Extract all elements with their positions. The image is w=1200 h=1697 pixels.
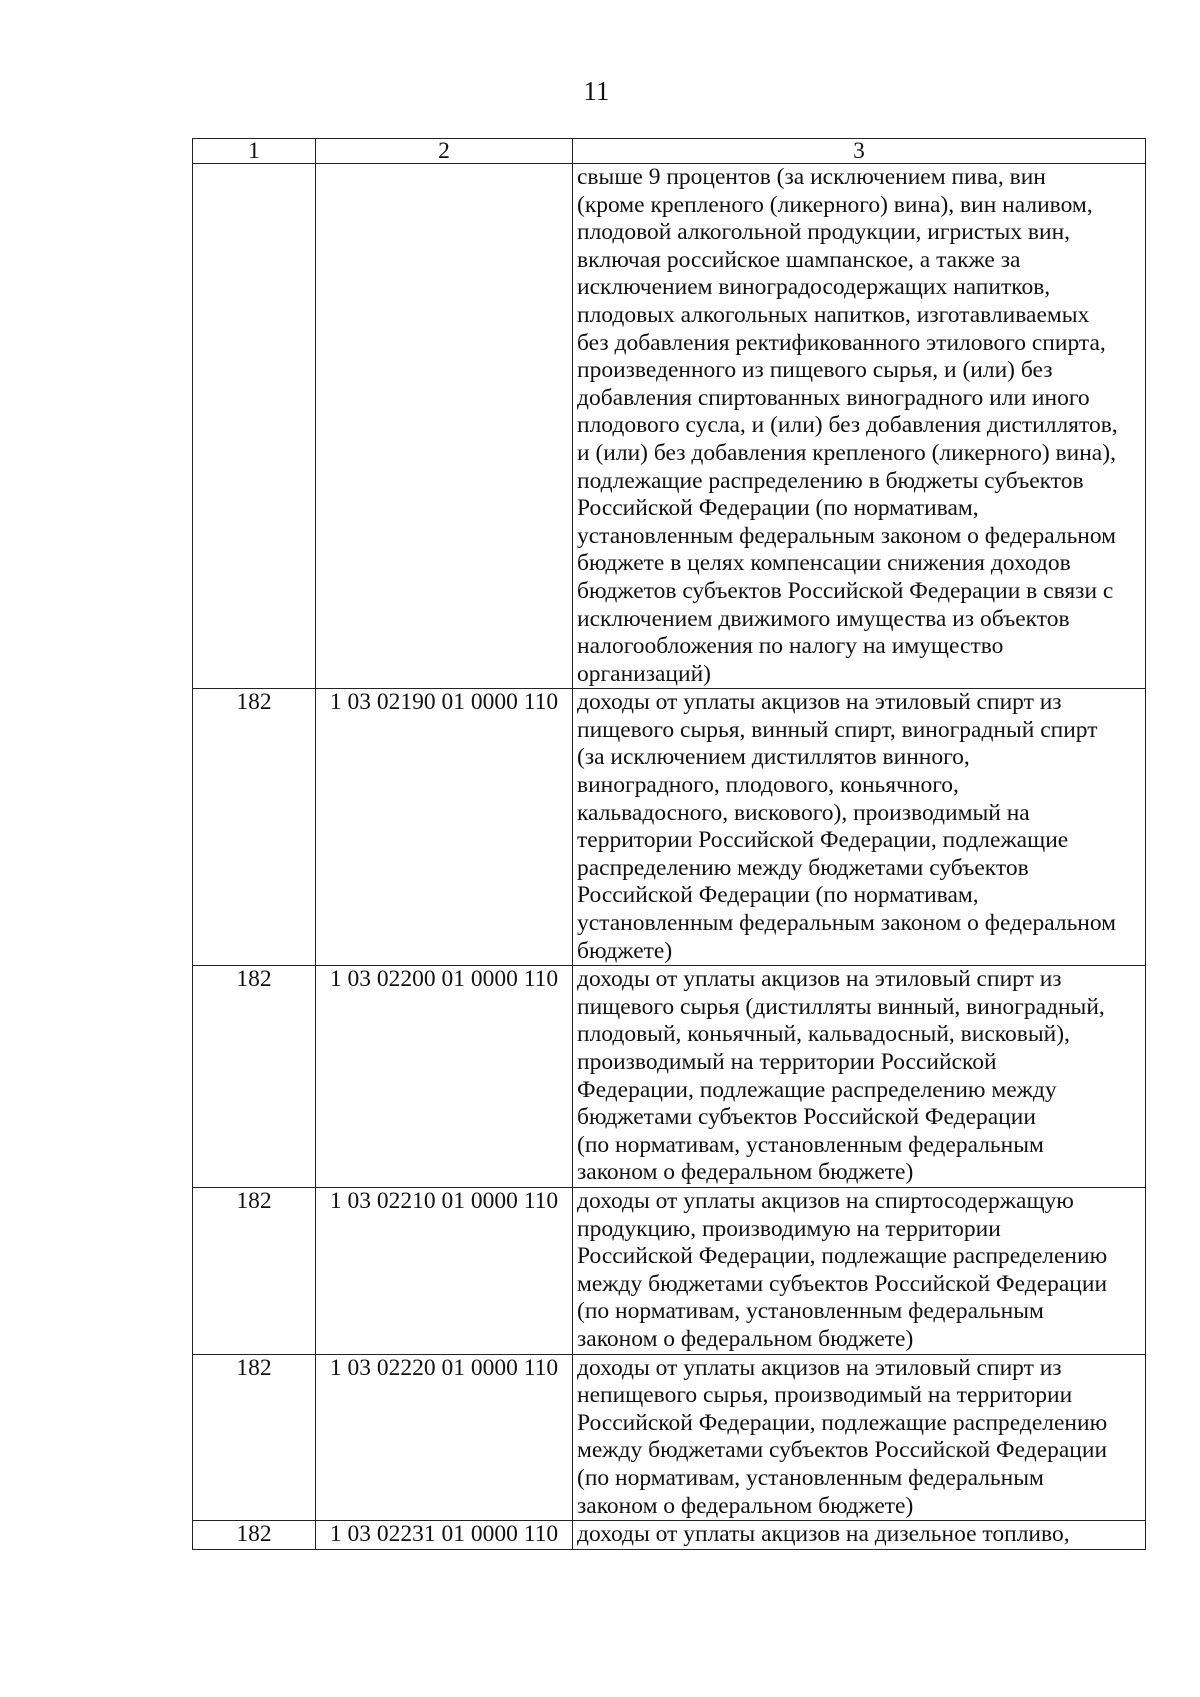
description-line: подлежащие распределению в бюджеты субъектов (577, 467, 1084, 494)
revenue-description-cell (573, 1354, 1146, 1521)
description-line: без добавления ректификованного этилового спирта, (577, 329, 1106, 356)
description-line: исключением движимого имущества из объектов (577, 605, 1070, 632)
description-line: установленным федеральным законом о федеральном (577, 910, 1117, 937)
column-header-3: 3 (573, 139, 1146, 164)
description-line: плодовой алкогольной продукции, игристых вин, (577, 219, 1071, 246)
description-line: законом о федеральном бюджете) (577, 1492, 914, 1519)
table-header-row (193, 139, 1146, 164)
administrator-code-cell: 182 (193, 966, 316, 1188)
description-line: производимый на территории Российской (577, 1049, 997, 1075)
description-line: продукцию, производимую на территории (577, 1215, 1001, 1242)
description-line: Российской Федерации (по нормативам, (577, 882, 979, 909)
description-line: Федерации, подлежащие распределению между (577, 1076, 1057, 1103)
column-header-1: 1 (193, 139, 316, 164)
table-row (193, 164, 1146, 689)
description-line: налогообложения по налогу на имущество (577, 633, 1004, 660)
description-line: пищевого сырья (дистилляты винный, виноградный, (577, 993, 1105, 1020)
description-line: бюджете) (577, 937, 673, 964)
description-line: распределению между бюджетами субъектов (577, 854, 1029, 881)
description-line: установленным федеральным законом о федеральном (577, 522, 1117, 549)
description-line: бюджете в целях компенсации снижения доходов (577, 550, 1071, 577)
description-line: плодовых алкогольных напитков, изготавливаемых (577, 301, 1090, 328)
description-line: законом о федеральном бюджете) (577, 1325, 914, 1352)
description-line: пищевого сырья, винный спирт, виноградный спирт (577, 716, 1098, 743)
table-body (193, 164, 1146, 1550)
administrator-code-cell: 182 (193, 1187, 316, 1354)
table-row (193, 1521, 1146, 1550)
description-line: доходы от уплаты акцизов на этиловый спирт из (577, 689, 1062, 716)
description-line: бюджетов субъектов Российской Федерации в связи с (577, 577, 1114, 604)
description-line: плодовый, коньячный, кальвадосный, висковый), (577, 1021, 1070, 1048)
description-line: включая российское шампанское, а также за (577, 246, 1021, 273)
description-line: Российской Федерации (по нормативам, (577, 495, 979, 522)
budget-classification-code-cell: 1 03 02220 01 0000 110 (316, 1354, 573, 1521)
budget-classification-code-cell (316, 164, 573, 689)
description-line: Российской Федерации, подлежащие распределению (577, 1243, 1108, 1270)
description-line: законом о федеральном бюджете) (577, 1159, 914, 1186)
table-row (193, 1354, 1146, 1521)
budget-classification-code-cell: 1 03 02231 01 0000 110 (316, 1521, 573, 1550)
revenue-description-cell (573, 1521, 1146, 1550)
description-line: свыше 9 процентов (за исключением пива, вин (577, 164, 1046, 190)
description-line: непищевого сырья, производимый на территории (577, 1382, 1073, 1409)
description-line: доходы от уплаты акцизов на этиловый спирт из (577, 1354, 1062, 1381)
description-line: между бюджетами субъектов Российской Федерации (577, 1437, 1108, 1464)
description-line: (за исключением дистиллятов винного, (577, 744, 970, 771)
description-line: (по нормативам, установленным федеральным (577, 1131, 1044, 1158)
description-line: доходы от уплаты акцизов на дизельное топливо, (577, 1521, 1070, 1548)
table-row (193, 1187, 1146, 1354)
description-line: произведенного из пищевого сырья, и (или) без (577, 357, 1053, 384)
description-line: плодового сусла, и (или) без добавления дистиллятов, (577, 412, 1118, 439)
administrator-code-cell (193, 164, 316, 689)
description-line: виноградного, плодового, коньячного, (577, 772, 959, 799)
revenue-description-cell (573, 966, 1146, 1188)
revenue-code-table (192, 138, 1146, 1550)
budget-classification-code-cell: 1 03 02190 01 0000 110 (316, 689, 573, 966)
description-line: (кроме крепленого (ликерного) вина), вин наливом, (577, 191, 1093, 218)
description-line: доходы от уплаты акцизов на спиртосодержащую (577, 1187, 1074, 1214)
description-line: территории Российской Федерации, подлежащие (577, 827, 1069, 854)
description-line: исключением виноградосодержащих напитков, (577, 274, 1051, 301)
administrator-code-cell: 182 (193, 689, 316, 966)
budget-classification-code-cell: 1 03 02200 01 0000 110 (316, 966, 573, 1188)
administrator-code-cell: 182 (193, 1354, 316, 1521)
page-number: 11 (583, 76, 610, 106)
description-line: добавления спиртованных виноградного или иного (577, 384, 1090, 411)
description-line: организаций) (577, 660, 711, 687)
table-row (193, 966, 1146, 1188)
revenue-description-cell (573, 164, 1146, 689)
description-line: Российской Федерации, подлежащие распределению (577, 1409, 1108, 1436)
description-line: кальвадосного, вискового), производимый на (577, 799, 1030, 826)
description-line: (по нормативам, установленным федеральным (577, 1464, 1044, 1491)
column-header-2: 2 (316, 139, 573, 164)
revenue-description-cell (573, 1187, 1146, 1354)
description-line: бюджетами субъектов Российской Федерации (577, 1104, 1036, 1131)
budget-classification-code-cell: 1 03 02210 01 0000 110 (316, 1187, 573, 1354)
description-line: между бюджетами субъектов Российской Федерации (577, 1270, 1108, 1297)
table-row (193, 689, 1146, 966)
description-line: (по нормативам, установленным федеральным (577, 1298, 1044, 1325)
description-line: доходы от уплаты акцизов на этиловый спирт из (577, 966, 1062, 993)
administrator-code-cell: 182 (193, 1521, 316, 1550)
revenue-description-cell (573, 689, 1146, 966)
description-line: и (или) без добавления крепленого (ликерного) вина), (577, 439, 1116, 466)
